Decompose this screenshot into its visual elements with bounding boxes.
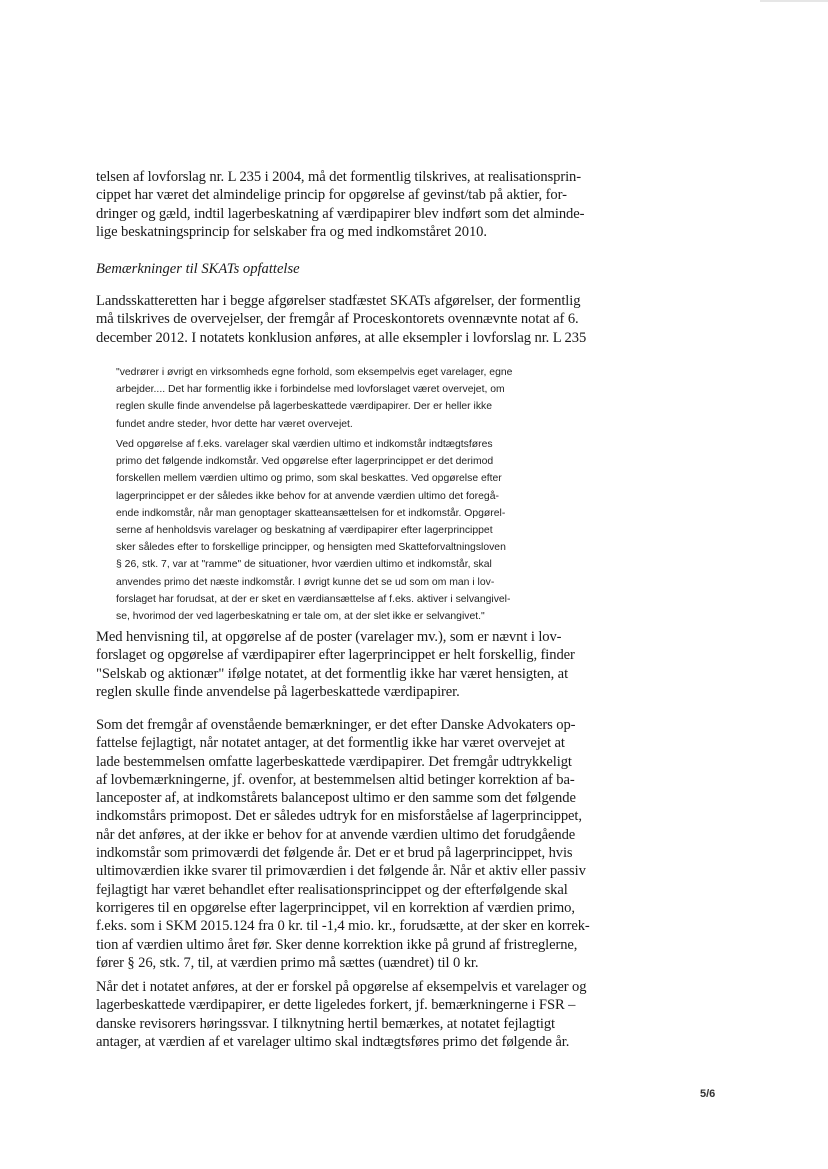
- text-line: f.eks. som i SKM 2015.124 fra 0 kr. til -1,4 mio. kr., forudsætte, at der sker en korrek-: [96, 918, 590, 935]
- text-line: cippet har været det almindelige princip for opgørelse af gevinst/tab på aktier, for-: [96, 187, 567, 204]
- text-line: lade bestemmelsen omfatte lagerbeskattede værdipapirer. Det fremgår udtrykkeligt: [96, 753, 572, 770]
- paragraph-landsskatteretten: [96, 292, 586, 347]
- text-line: indkomstår som primoværdi det følgende år. Det er et brud på lagerprincippet, hvis: [96, 845, 573, 862]
- page-number: 5/6: [700, 1088, 716, 1100]
- text-line: dringer og gæld, indtil lagerbeskatning af værdipapirer blev indført som det alminde-: [96, 205, 585, 222]
- text-line: Med henvisning til, at opgørelse af de poster (varelager mv.), som er nævnt i lov-: [96, 629, 562, 645]
- text-line: korrigeres til en opgørelse efter lagerprincippet, vil en korrektion af værdien primo,: [96, 899, 575, 916]
- text-line: danske revisorers høringssvar. I tilknytning hertil bemærkes, at notatet fejlagtigt: [96, 1015, 555, 1032]
- text-line: når det anføres, at der ikke er behov for at anvende værdien ultimo det forudgående: [96, 826, 576, 843]
- scan-edge-mark: [760, 0, 828, 2]
- quote-line: ende indkomstår, når man genoptager skatteansættelsen for et indkomstår. Opgørel-: [116, 507, 506, 519]
- text-line: telsen af lovforslag nr. L 235 i 2004, må det formentlig tilskrives, at realisationsprin-: [96, 169, 582, 185]
- paragraph-henvisning: [96, 628, 575, 701]
- text-line: tion af værdien ultimo året før. Sker denne korrektion ikke på grund af fristreglerne,: [96, 936, 578, 953]
- text-line: fattelse fejlagtigt, når notatet antager, at det formentlig ikke har været overvejet at: [96, 735, 565, 752]
- quote-line: se, hvorimod der ved lagerbeskatning er tale om, at der slet ikke er selvangivet.": [116, 611, 485, 623]
- quote-line: serne af henholdsvis varelager og beskatning af værdipapirer efter lagerprincippet: [116, 525, 493, 537]
- paragraph-notatet-forskel: [96, 978, 586, 1051]
- text-line: antager, at værdien af et varelager ultimo skal indtægtsføres primo det følgende år.: [96, 1033, 570, 1050]
- quote-line: arbejder.... Det har formentlig ikke i forbindelse med lovforslaget været overvejet, om: [116, 384, 505, 396]
- quote-line: "vedrører i øvrigt en virksomheds egne forhold, som eksempelvis eget varelager, egne: [116, 367, 513, 378]
- text-line: lagerbeskattede værdipapirer, er dette ligeledes forkert, jf. bemærkningerne i FSR –: [96, 997, 576, 1014]
- text-line: forslaget og opgørelse af værdipapirer efter lagerprincippet er helt forskellig, finder: [96, 647, 575, 664]
- quote-line: primo det følgende indkomstår. Ved opgørelse efter lagerprincippet er det derimod: [116, 456, 494, 468]
- text-line: lige beskatningsprincip for selskaber fra og med indkomståret 2010.: [96, 223, 487, 240]
- quote-line: forskellen mellem værdien ultimo og primo, som skal beskattes. Ved opgørelse efter: [116, 473, 502, 485]
- quote-block-2: [116, 436, 510, 625]
- text-line: lanceposter af, at indkomstårets balancepost ultimo er den samme som det følgende: [96, 790, 576, 807]
- quote-block-1: [116, 364, 512, 433]
- text-line: Når det i notatet anføres, at der er forskel på opgørelse af eksempelvis et varelager og: [96, 979, 587, 995]
- quote-line: lagerprincippet er der således ikke behov for at anvende værdien ultimo det foregå-: [116, 490, 499, 502]
- quote-line: § 26, stk. 7, var at "ramme" de situationer, hvor værdien ultimo et indkomstår, skal: [116, 559, 492, 571]
- quote-line: sker således efter to forskellige principper, og hensigten med Skatteforvaltningsloven: [116, 542, 506, 554]
- text-line: fører § 26, stk. 7, til, at værdien primo må sættes (uændret) til 0 kr.: [96, 954, 479, 971]
- text-line: december 2012. I notatets konklusion anføres, at alle eksempler i lovforslag nr. L 235: [96, 329, 587, 346]
- text-line: indkomstårs primopost. Det er således udtryk for en misforståelse af lagerprincippet,: [96, 808, 582, 825]
- quote-line: fundet andre steder, hvor dette har været overvejet.: [116, 418, 353, 430]
- quote-line: Ved opgørelse af f.eks. varelager skal værdien ultimo et indkomstår indtægtsføres: [116, 439, 493, 450]
- text-line: må tilskrives de overvejelser, der fremgår af Proceskontorets ovennævnte notat af 6.: [96, 311, 579, 328]
- text-line: reglen skulle finde anvendelse på lagerbeskattede værdipapirer.: [96, 683, 460, 700]
- quote-line: reglen skulle finde anvendelse på lagerbeskattede værdipapirer. Der er heller ikke: [116, 401, 493, 413]
- text-line: "Selskab og aktionær" ifølge notatet, at det formentlig ikke har været hensigten, at: [96, 665, 569, 682]
- intro-paragraph: [96, 168, 584, 241]
- text-line: fejlagtigt har været behandlet efter realisationsprincippet og der efterfølgende skal: [96, 881, 568, 898]
- text-line: ultimoværdien ikke svarer til primoværdien i det følgende år. Når et aktiv eller passiv: [96, 863, 586, 880]
- section-heading: Bemærkninger til SKATs opfattelse: [96, 261, 300, 277]
- quote-line: anvendes primo det næste indkomstår. I øvrigt kunne det se ud som om man i lov-: [116, 576, 495, 588]
- text-line: Landsskatteretten har i begge afgørelser stadfæstet SKATs afgørelser, der formentlig: [96, 293, 581, 309]
- text-line: af lovbemærkningerne, jf. ovenfor, at bestemmelsen altid betinger korrektion af ba-: [96, 771, 575, 788]
- quote-line: forslaget har forudsat, at der er sket en værdiansættelse af f.eks. aktiver i selvangivel-: [116, 593, 511, 605]
- paragraph-danske-advokater: [96, 716, 590, 972]
- text-line: Som det fremgår af ovenstående bemærkninger, er det efter Danske Advokaters op-: [96, 717, 576, 733]
